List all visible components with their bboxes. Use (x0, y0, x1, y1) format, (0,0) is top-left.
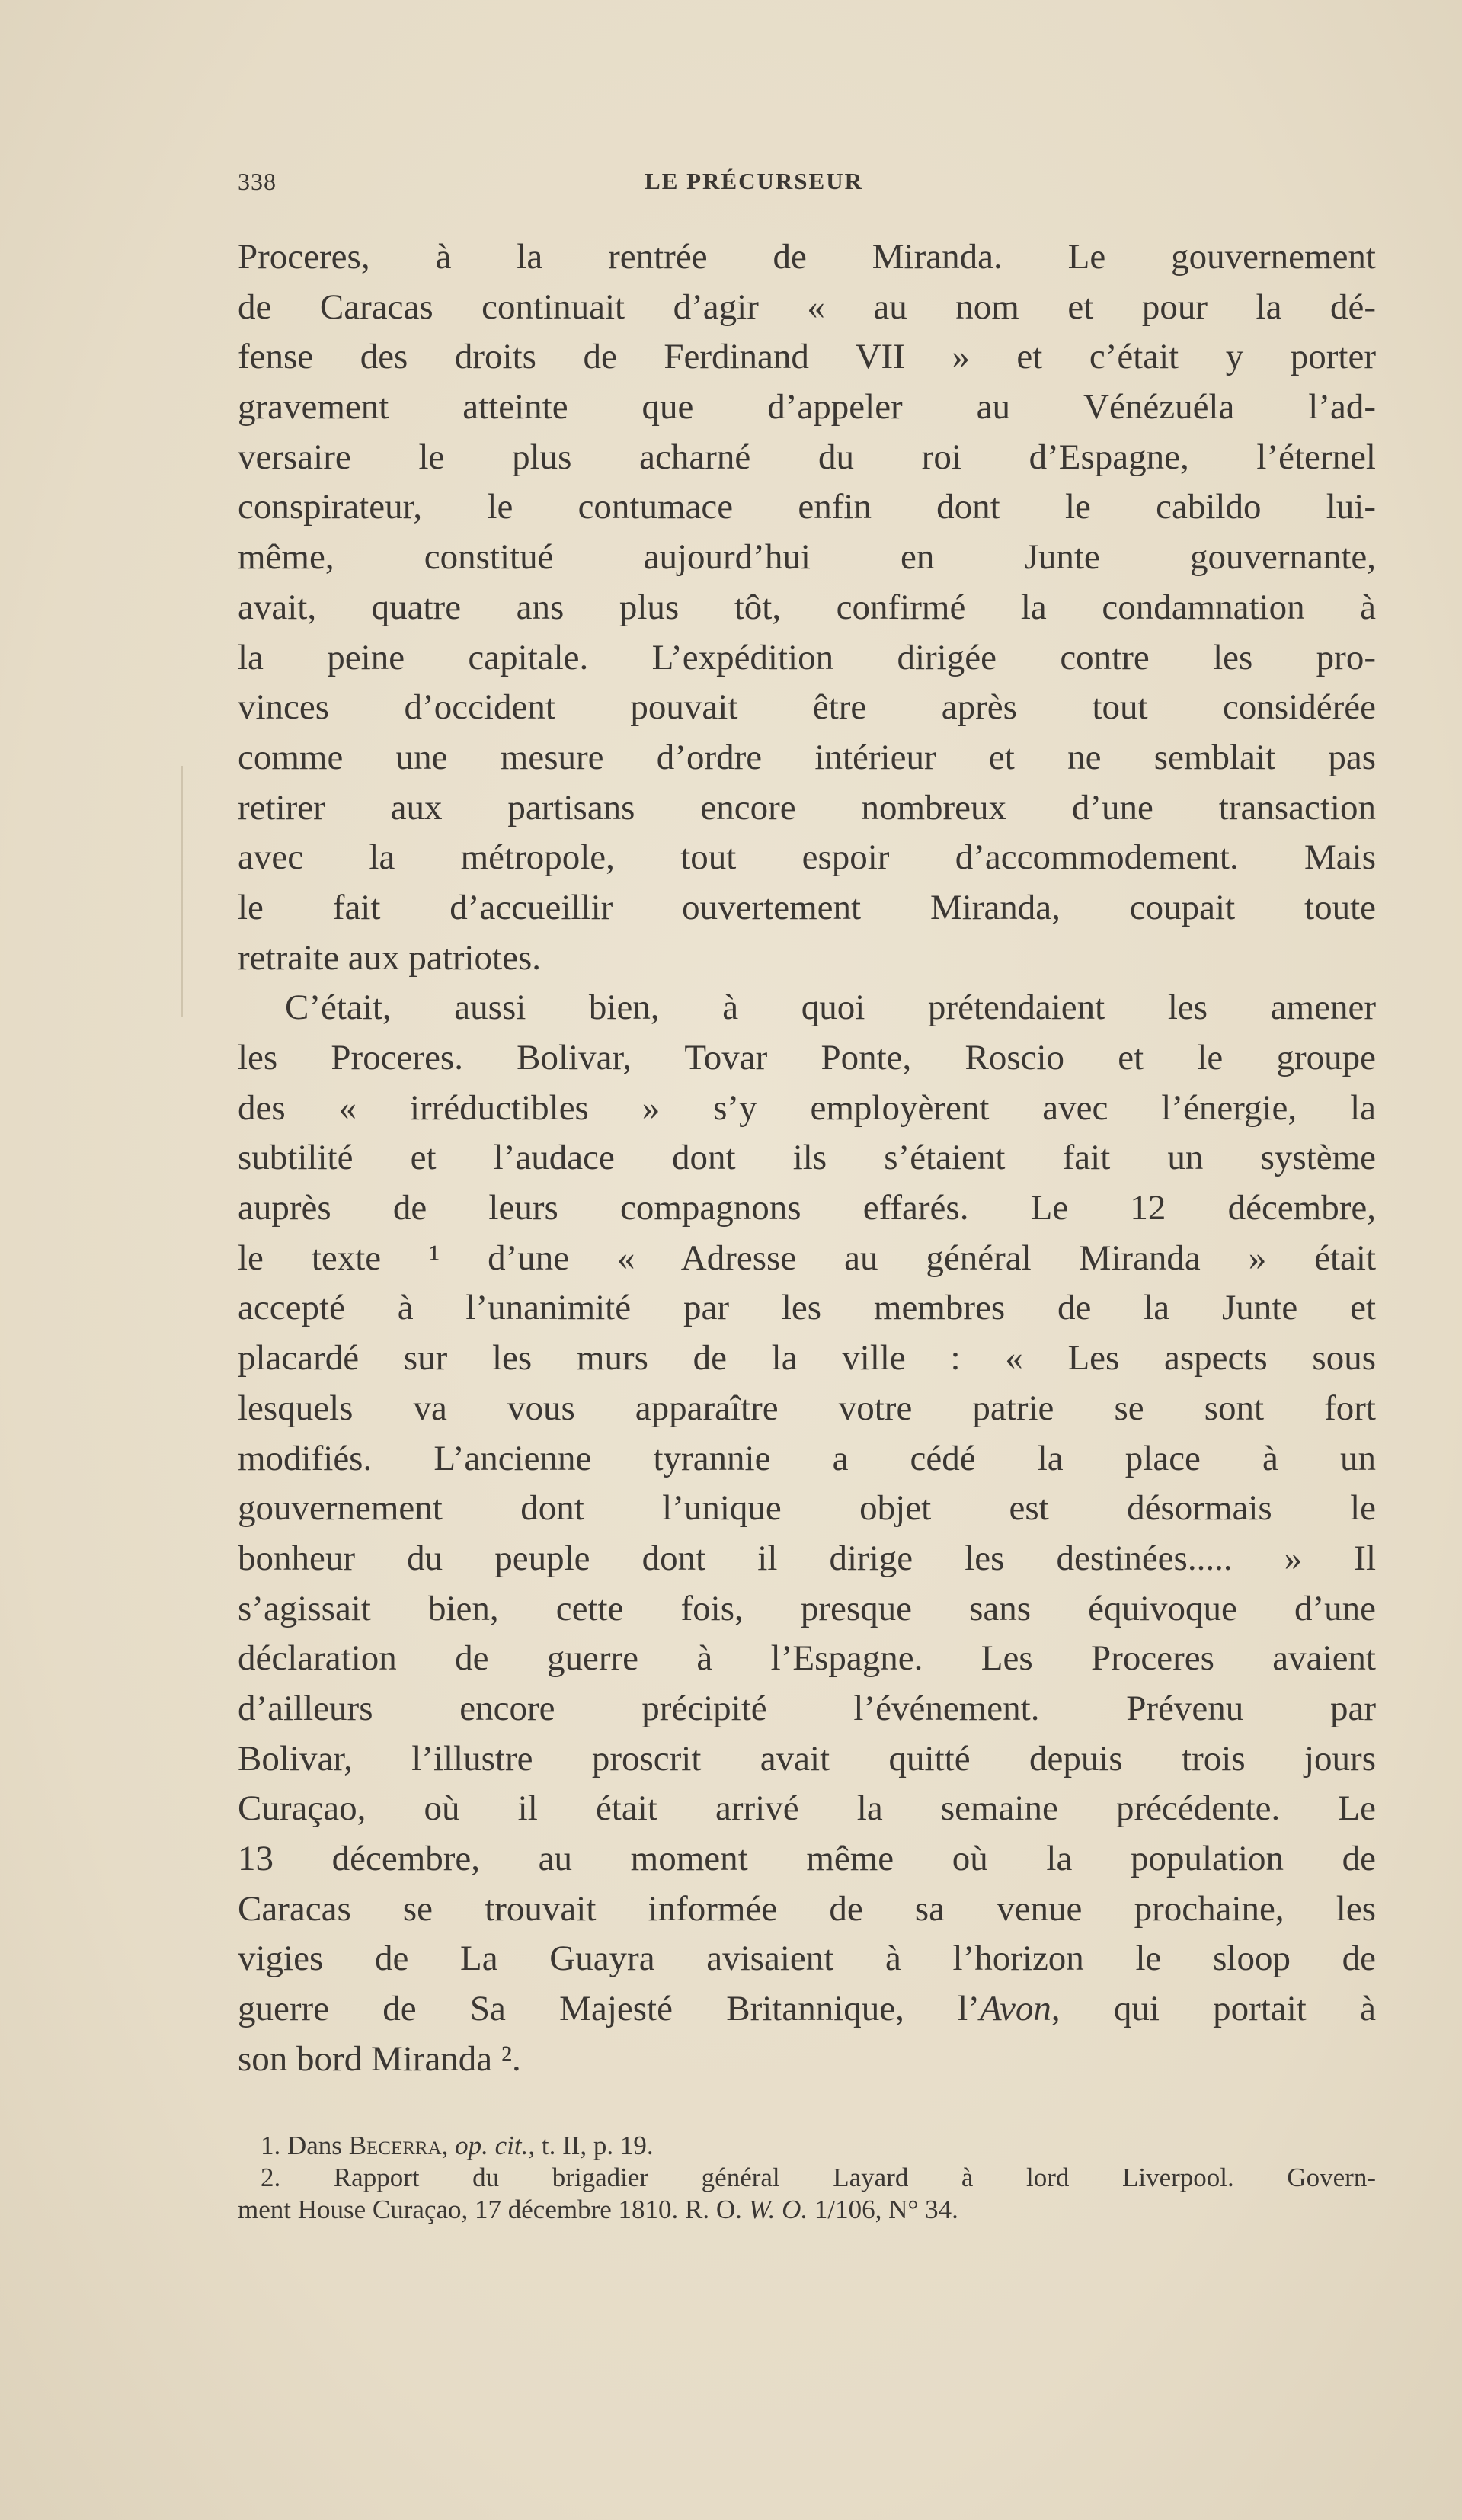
text-segment: Becerra (348, 2131, 442, 2160)
footnotes (238, 2130, 1376, 2226)
text-line (238, 1684, 1376, 1734)
text-segment: déclaration de guerre à l’Espagne. Les Proceres avaient (238, 1638, 1376, 1679)
text-line (238, 1133, 1376, 1183)
text-segment: Proceres, à la rentrée de Miranda. Le gouvernement (238, 237, 1376, 277)
text-segment: le fait d’accueillir ouvertement Miranda, coupait toute (238, 887, 1376, 927)
text-segment: vigies de La Guayra avisaient à l’horizon le sloop de (238, 1939, 1376, 1979)
text-line (238, 1834, 1376, 1884)
text-segment: ment House Curaçao, 17 décembre 1810. R. O. (238, 2195, 749, 2224)
text-line (238, 1634, 1376, 1684)
footnote-line (238, 2130, 1376, 2162)
text-line (238, 433, 1376, 483)
text-line (238, 1434, 1376, 1484)
text-segment: de Caracas continuait d’agir « au nom et pour la dé- (238, 287, 1376, 327)
text-segment: la peine capitale. L’expédition dirigée contre les pro- (238, 637, 1376, 677)
text-line (238, 1484, 1376, 1534)
text-segment: les Proceres. Bolivar, Tovar Ponte, Roscio et le groupe (238, 1038, 1376, 1077)
text-line (238, 1334, 1376, 1384)
text-segment: auprès de leurs compagnons effarés. Le 12 décembre, (238, 1188, 1376, 1228)
text-line (238, 783, 1376, 834)
text-line (238, 1534, 1376, 1584)
text-segment: Curaçao, où il était arrivé la semaine précédente. Le (238, 1788, 1376, 1829)
text-line (238, 1934, 1376, 1984)
text-segment: s’agissait bien, cette fois, presque sans équivoque d’une (238, 1588, 1376, 1628)
text-line (238, 332, 1376, 383)
text-line (238, 1784, 1376, 1834)
text-line (238, 733, 1376, 783)
text-segment: op. cit. (455, 2131, 529, 2160)
text-segment: , t. II, p. 19. (528, 2131, 654, 2160)
text-line (238, 1234, 1376, 1284)
text-segment: retraite aux patriotes. (238, 937, 542, 978)
text-segment: avec la métropole, tout espoir d’accommodement. Mais (238, 837, 1376, 878)
text-line (238, 1734, 1376, 1785)
text-segment: des « irréductibles » s’y employèrent avec l’énergie, la (238, 1087, 1376, 1128)
text-line (238, 533, 1376, 583)
text-segment: accepté à l’unanimité par les membres de la Junte et (238, 1288, 1376, 1328)
text-segment: d’ailleurs encore précipité l’événement. Prévenu par (238, 1688, 1376, 1728)
running-title: LE PRÉCURSEUR (645, 168, 863, 194)
text-segment: même, constitué aujourd’hui en Junte gouvernante, (238, 537, 1376, 578)
text-segment: 1/106, N° 34. (808, 2195, 958, 2224)
text-segment: placardé sur les murs de la ville : « Les aspects sous (238, 1338, 1376, 1378)
text-segment: gouvernement dont l’unique objet est désormais le (238, 1488, 1376, 1529)
text-line (238, 983, 1376, 1033)
text-segment: , (441, 2131, 456, 2160)
text-line (238, 583, 1376, 633)
text-line (238, 1183, 1376, 1234)
text-segment: guerre de Sa Majesté Britannique, l’ (238, 1989, 980, 2029)
text-segment: lesquels va vous apparaître votre patrie se sont fort (238, 1388, 1376, 1428)
text-line (238, 1384, 1376, 1434)
text-line (238, 683, 1376, 733)
text-line (238, 933, 1376, 984)
text-segment: Avon (979, 1989, 1051, 2029)
text-line (238, 1283, 1376, 1334)
text-line (238, 482, 1376, 533)
text-line (238, 232, 1376, 283)
page-number: 338 (238, 168, 277, 195)
text-segment: 2. Rapport du brigadier général Layard à lord Liverpool. Govern- (261, 2163, 1376, 2192)
text-line (238, 283, 1376, 333)
text-segment: , qui portait à (1051, 1989, 1376, 2029)
footnote-line (238, 2194, 1376, 2226)
text-line (238, 1884, 1376, 1935)
text-segment: retirer aux partisans encore nombreux d’une transaction (238, 787, 1376, 828)
text-segment: C’était, aussi bien, à quoi prétendaient les amener (285, 988, 1376, 1028)
text-segment: gravement atteinte que d’appeler au Vénézuéla l’ad- (238, 387, 1376, 427)
body-text (238, 232, 1376, 2084)
text-segment: fense des droits de Ferdinand VII » et c’était y porter (238, 337, 1376, 377)
text-line (238, 1584, 1376, 1635)
text-segment: W. O. (748, 2195, 808, 2224)
text-segment: versaire le plus acharné du roi d’Espagne, l’éternel (238, 437, 1376, 477)
text-line (238, 2035, 1376, 2085)
text-line (238, 883, 1376, 933)
text-segment: son bord Miranda ². (238, 2038, 521, 2079)
text-line (238, 833, 1376, 883)
text-segment: avait, quatre ans plus tôt, confirmé la condamnation à (238, 587, 1376, 627)
text-segment: le texte ¹ d’une « Adresse au général Miranda » était (238, 1238, 1376, 1278)
text-segment: 1. Dans (261, 2131, 349, 2160)
text-line (238, 1084, 1376, 1134)
text-segment: modifiés. L’ancienne tyrannie a cédé la place à un (238, 1438, 1376, 1478)
text-line (238, 1984, 1376, 2035)
margin-pencil-mark (181, 766, 183, 1017)
text-segment: vinces d’occident pouvait être après tout considérée (238, 687, 1376, 728)
text-line (238, 1033, 1376, 1084)
text-segment: Bolivar, l’illustre proscrit avait quitté depuis trois jours (238, 1738, 1376, 1779)
text-segment: subtilité et l’audace dont ils s’étaient fait un système (238, 1138, 1376, 1178)
text-line (238, 383, 1376, 433)
footnote-line (238, 2162, 1376, 2194)
text-segment: 13 décembre, au moment même où la population de (238, 1839, 1376, 1878)
text-segment: Caracas se trouvait informée de sa venue prochaine, les (238, 1888, 1376, 1929)
text-line (238, 633, 1376, 684)
text-segment: comme une mesure d’ordre intérieur et ne semblait pas (238, 737, 1376, 777)
text-segment: bonheur du peuple dont il dirige les destinées..... » Il (238, 1538, 1376, 1578)
text-segment: conspirateur, le contumace enfin dont le cabildo lui- (238, 487, 1376, 527)
